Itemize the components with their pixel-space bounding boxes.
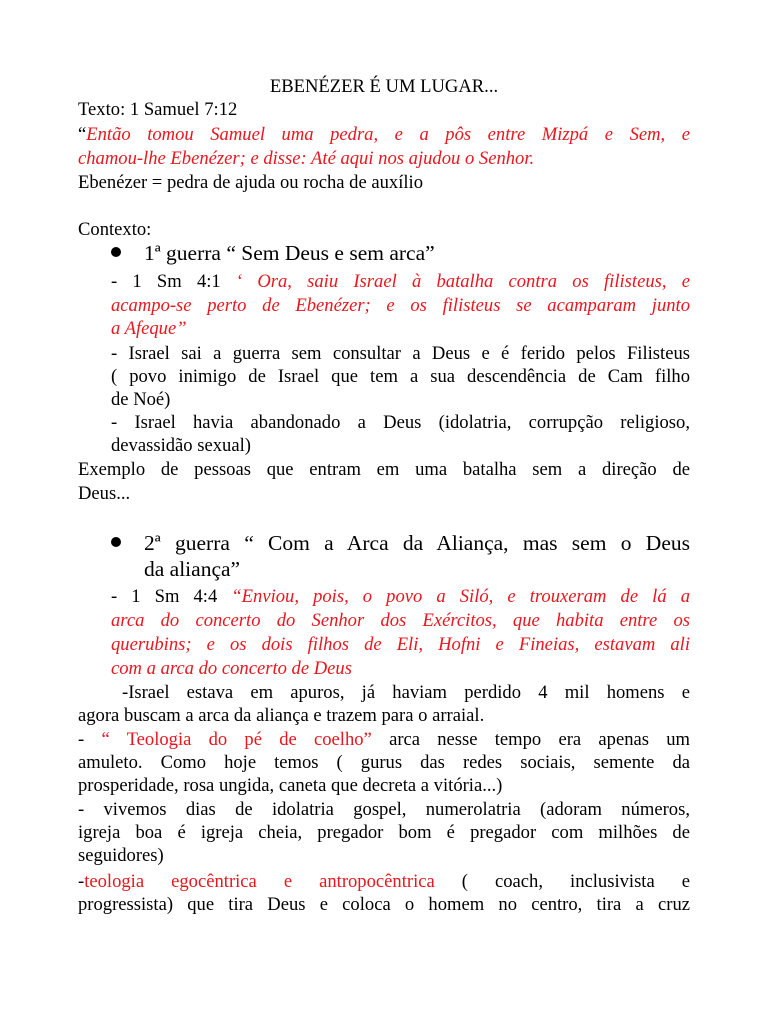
war2-point-3-line-1: - vivemos dias de idolatria gospel, numerolatria (adoram números, <box>78 799 690 820</box>
verse-line-2: chamou-lhe Ebenézer; e disse: Até aqui nos ajudou o Senhor. <box>78 148 535 169</box>
war1-ref-line-2: acampo-se perto de Ebenézer; e os filisteus se acamparam junto <box>111 295 690 316</box>
bullet-icon <box>111 537 121 547</box>
bullet-icon <box>111 247 121 257</box>
context-heading: Contexto: <box>78 219 152 240</box>
war1-point-1-line-3: de Noé) <box>111 389 171 410</box>
war1-point-2-line-1: - Israel havia abandonado a Deus (idolatria, corrupção religioso, <box>111 412 690 433</box>
war1-heading: 1ª guerra “ Sem Deus e sem arca” <box>144 241 435 265</box>
document-title: EBENÉZER É UM LUGAR... <box>269 76 499 97</box>
war2-ref-line-2: arca do concerto do Senhor dos Exércitos, que habita entre os <box>111 610 690 631</box>
war2-point-2-line-3: prosperidade, rosa ungida, caneta que decreta a vitória...) <box>78 775 503 796</box>
war1-point-1-line-1: - Israel sai a guerra sem consultar a Deus e é ferido pelos Filisteus <box>111 343 690 364</box>
war2-point-3-line-3: seguidores) <box>78 845 164 866</box>
war2-point-2-line-1 <box>78 728 690 751</box>
war1-point-1-line-2: ( povo inimigo de Israel que tem a sua descendência de Cam filho <box>111 366 690 387</box>
war2-point-4-dash: - <box>78 871 85 892</box>
example-line-2: Deus... <box>78 483 131 504</box>
war2-ref-prefix: - 1 Sm 4:4 <box>111 586 218 607</box>
war1-ref-prefix: - 1 Sm 4:1 <box>111 271 221 292</box>
war2-point-4-line-2: progressista) que tira Deus e coloca o homem no centro, tira a cruz <box>78 894 690 915</box>
war2-point-2-dash: - <box>78 729 85 750</box>
text-reference: Texto: 1 Samuel 7:12 <box>78 99 238 120</box>
war2-ref-line-1 <box>111 585 690 608</box>
war1-ref-line-1 <box>111 270 690 293</box>
war2-ref-line-4: com a arca do concerto de Deus <box>111 658 352 679</box>
war2-point-1-line-1: -Israel estava em apuros, já haviam perdido 4 mil homens e <box>122 682 690 703</box>
war2-point-2-highlight: “ Teologia do pé de coelho” <box>101 729 372 750</box>
war1-ref-text-1: ‘ Ora, saiu Israel à batalha contra os filisteus, e <box>235 271 690 292</box>
verse-open-quote: “ <box>78 124 87 145</box>
war2-point-4-rest: ( coach, inclusivista e <box>461 871 691 892</box>
war2-heading-line-2: da aliança” <box>144 557 241 581</box>
verse-text-1: Então tomou Samuel uma pedra, e a pôs entre Mizpá e Sem, e <box>86 124 690 145</box>
war2-point-2-line-2: amuleto. Como hoje temos ( gurus das redes sociais, semente da <box>78 752 690 773</box>
war1-ref-line-3: a Afeque” <box>111 318 187 339</box>
example-line-1: Exemplo de pessoas que entram em uma batalha sem a direção de <box>78 459 690 480</box>
war2-ref-line-3: querubins; e os dois filhos de Eli, Hofni e Fineias, estavam ali <box>111 634 690 655</box>
war1-point-2-line-2: devassidão sexual) <box>111 435 251 456</box>
war2-point-4-line-1 <box>78 870 690 893</box>
ebenezer-meaning: Ebenézer = pedra de ajuda ou rocha de auxílio <box>78 172 424 193</box>
war2-point-4-highlight: teologia egocêntrica e antropocêntrica <box>84 871 435 892</box>
war2-point-2-rest: arca nesse tempo era apenas um <box>389 729 690 750</box>
war2-point-3-line-2: igreja boa é igreja cheia, pregador bom é pregador com milhões de <box>78 822 690 843</box>
war2-heading-line-1: 2ª guerra “ Com a Arca da Aliança, mas sem o Deus <box>144 531 690 555</box>
verse-line-1 <box>78 123 690 146</box>
war2-ref-text-1: “Enviou, pois, o povo a Siló, e trouxeram de lá a <box>231 586 690 607</box>
war2-point-1-line-2: agora buscam a arca da aliança e trazem para o arraial. <box>78 705 485 726</box>
